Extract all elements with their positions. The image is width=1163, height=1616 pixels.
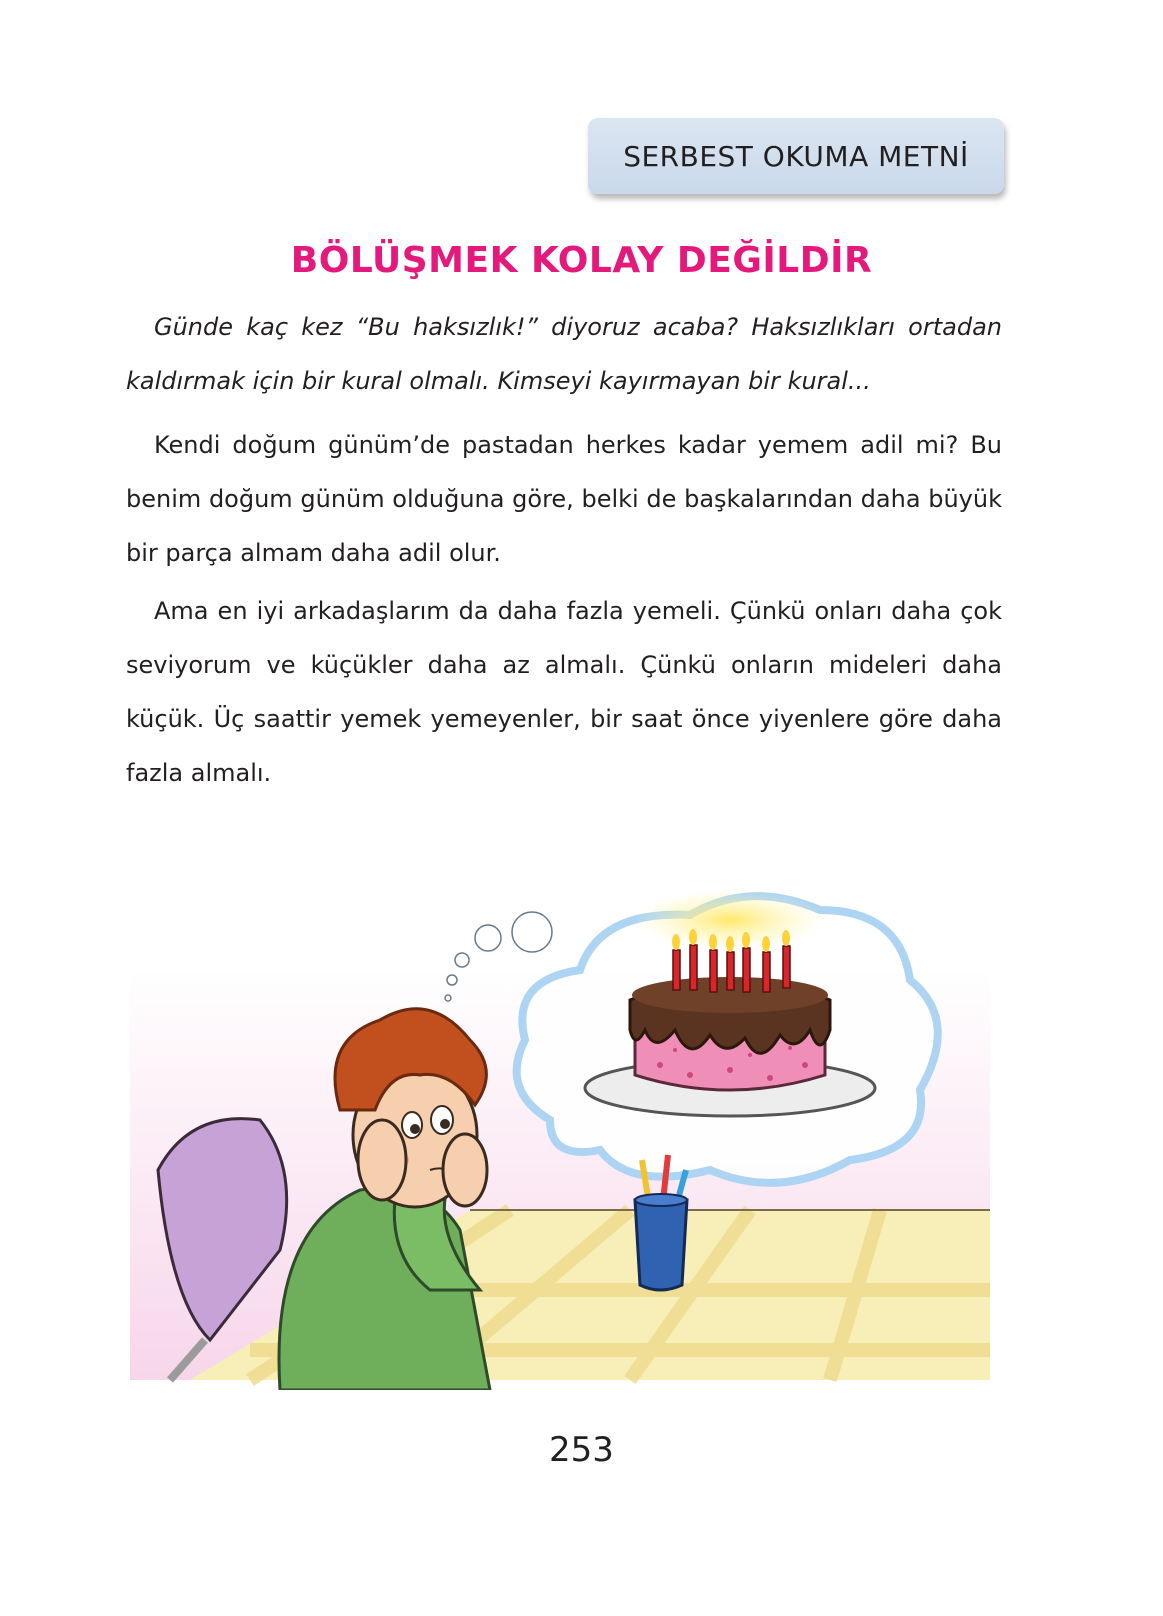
section-tag-label: SERBEST OKUMA METNİ: [623, 139, 969, 173]
body-paragraph-1: Kendi doğum günüm’de pastadan herkes kadar yemem adil mi? Bu benim doğum günüm olduğuna göre, belki de başkalarından daha büyük bir parça almam daha adil olur.: [126, 431, 1002, 567]
body-paragraph-2: Ama en iyi arkadaşlarım da daha fazla yemeli. Çünkü onları daha çok seviyorum ve küçükler daha az almalı. Çünkü onların mideleri daha küçük. Üç saattir yemek yemeyenler, bir saat önce yiyenlere göre daha fazla almalı.: [126, 597, 1002, 787]
page-title: BÖLÜŞMEK KOLAY DEĞİLDİR: [290, 240, 873, 281]
intro-paragraph: Günde kaç kez “Bu haksızlık!” diyoruz acaba? Haksızlıkları ortadan kaldırmak için bir kural olmalı. Kimseyi kayırmayan bir kural...: [126, 313, 1002, 395]
section-tag: [588, 118, 1004, 194]
birthday-illustration: [130, 870, 990, 1390]
page-number: 253: [549, 1430, 614, 1470]
